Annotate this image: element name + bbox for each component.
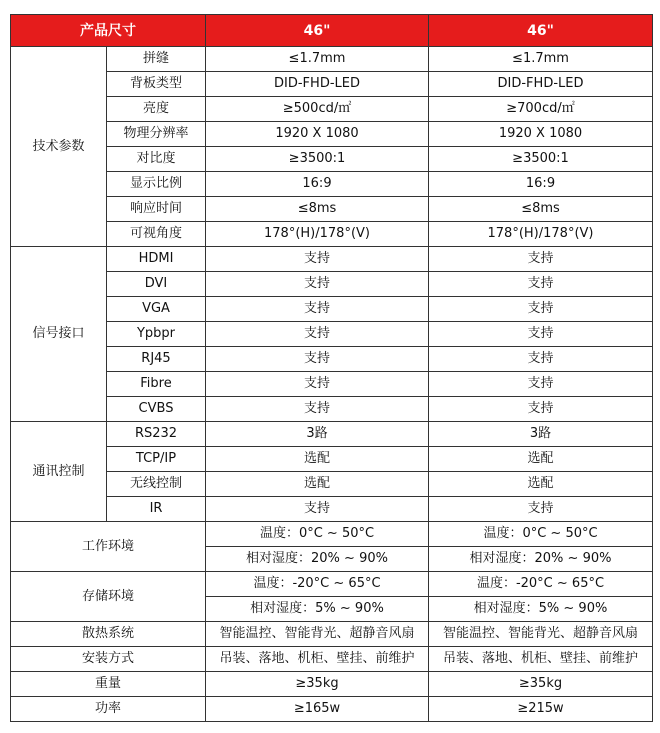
param-label: 安装方式: [11, 647, 206, 672]
spec-body: [11, 47, 653, 722]
group-label: 通讯控制: [11, 422, 107, 522]
value-model-1: 支持: [206, 322, 429, 347]
table-row: [11, 172, 653, 197]
value-model-2: 支持: [429, 322, 653, 347]
param-label: 物理分辨率: [107, 122, 206, 147]
value-model-2: ≥215w: [429, 697, 653, 722]
value-model-2: 温度：0°C ~ 50°C: [429, 522, 653, 547]
param-label: 显示比例: [107, 172, 206, 197]
value-model-1: 支持: [206, 372, 429, 397]
param-label: 响应时间: [107, 197, 206, 222]
param-label: Ypbpr: [107, 322, 206, 347]
table-row: [11, 322, 653, 347]
value-model-1: 相对湿度：5% ~ 90%: [206, 597, 429, 622]
value-model-2: ≥3500:1: [429, 147, 653, 172]
value-model-1: 178°(H)/178°(V): [206, 222, 429, 247]
table-row: [11, 497, 653, 522]
environment-label: 工作环境: [11, 522, 206, 572]
table-row: [11, 372, 653, 397]
value-model-1: 1920 X 1080: [206, 122, 429, 147]
value-model-2: 温度：-20°C ~ 65°C: [429, 572, 653, 597]
param-label: 重量: [11, 672, 206, 697]
param-label: 散热系统: [11, 622, 206, 647]
value-model-1: 支持: [206, 247, 429, 272]
value-model-2: 支持: [429, 347, 653, 372]
param-label: TCP/IP: [107, 447, 206, 472]
param-label: 拼缝: [107, 47, 206, 72]
value-model-1: 支持: [206, 297, 429, 322]
value-model-2: 支持: [429, 397, 653, 422]
table-row: [11, 622, 653, 647]
value-model-1: ≤1.7mm: [206, 47, 429, 72]
value-model-2: 支持: [429, 272, 653, 297]
table-row: [11, 247, 653, 272]
table-row: [11, 272, 653, 297]
table-row: [11, 47, 653, 72]
value-model-1: 16:9: [206, 172, 429, 197]
param-label: 背板类型: [107, 72, 206, 97]
table-row: [11, 647, 653, 672]
value-model-2: 智能温控、智能背光、超静音风扇: [429, 622, 653, 647]
table-row: [11, 472, 653, 497]
table-row: [11, 572, 653, 597]
value-model-2: ≥700cd/㎡: [429, 97, 653, 122]
value-model-2: 选配: [429, 447, 653, 472]
value-model-1: 选配: [206, 447, 429, 472]
value-model-2: 相对湿度：20% ~ 90%: [429, 547, 653, 572]
value-model-1: 吊装、落地、机柜、壁挂、前维护: [206, 647, 429, 672]
value-model-2: 支持: [429, 247, 653, 272]
value-model-2: 178°(H)/178°(V): [429, 222, 653, 247]
param-label: Fibre: [107, 372, 206, 397]
table-row: [11, 397, 653, 422]
value-model-1: ≥3500:1: [206, 147, 429, 172]
param-label: 无线控制: [107, 472, 206, 497]
value-model-2: ≥35kg: [429, 672, 653, 697]
table-row: [11, 122, 653, 147]
param-label: 功率: [11, 697, 206, 722]
value-model-2: 选配: [429, 472, 653, 497]
value-model-2: DID-FHD-LED: [429, 72, 653, 97]
table-row: [11, 447, 653, 472]
value-model-1: 温度：0°C ~ 50°C: [206, 522, 429, 547]
table-row: [11, 97, 653, 122]
header-model-2: 46": [429, 15, 653, 47]
header-model-1: 46": [206, 15, 429, 47]
value-model-1: ≥165w: [206, 697, 429, 722]
value-model-1: ≥35kg: [206, 672, 429, 697]
table-row: [11, 422, 653, 447]
param-label: 可视角度: [107, 222, 206, 247]
value-model-1: 支持: [206, 347, 429, 372]
table-row: [11, 697, 653, 722]
value-model-1: 支持: [206, 397, 429, 422]
value-model-2: 吊装、落地、机柜、壁挂、前维护: [429, 647, 653, 672]
table-row: [11, 297, 653, 322]
table-row: [11, 522, 653, 547]
environment-label: 存储环境: [11, 572, 206, 622]
group-label: 技术参数: [11, 47, 107, 247]
value-model-2: 相对湿度：5% ~ 90%: [429, 597, 653, 622]
value-model-1: 智能温控、智能背光、超静音风扇: [206, 622, 429, 647]
value-model-2: 3路: [429, 422, 653, 447]
param-label: RS232: [107, 422, 206, 447]
value-model-1: DID-FHD-LED: [206, 72, 429, 97]
value-model-2: 支持: [429, 497, 653, 522]
header-label: 产品尺寸: [11, 15, 206, 47]
param-label: RJ45: [107, 347, 206, 372]
table-row: [11, 147, 653, 172]
value-model-2: 支持: [429, 372, 653, 397]
group-label: 信号接口: [11, 247, 107, 422]
value-model-2: ≤1.7mm: [429, 47, 653, 72]
value-model-1: 支持: [206, 272, 429, 297]
spec-table: [10, 14, 653, 722]
value-model-1: 支持: [206, 497, 429, 522]
table-row: [11, 72, 653, 97]
value-model-1: ≤8ms: [206, 197, 429, 222]
param-label: VGA: [107, 297, 206, 322]
value-model-1: 3路: [206, 422, 429, 447]
value-model-1: ≥500cd/㎡: [206, 97, 429, 122]
table-row: [11, 222, 653, 247]
table-row: [11, 672, 653, 697]
param-label: IR: [107, 497, 206, 522]
table-row: [11, 347, 653, 372]
param-label: 亮度: [107, 97, 206, 122]
param-label: CVBS: [107, 397, 206, 422]
value-model-1: 温度：-20°C ~ 65°C: [206, 572, 429, 597]
value-model-2: 支持: [429, 297, 653, 322]
value-model-1: 相对湿度：20% ~ 90%: [206, 547, 429, 572]
value-model-2: 16:9: [429, 172, 653, 197]
header-row: [11, 15, 653, 47]
value-model-2: ≤8ms: [429, 197, 653, 222]
value-model-1: 选配: [206, 472, 429, 497]
table-row: [11, 197, 653, 222]
param-label: 对比度: [107, 147, 206, 172]
value-model-2: 1920 X 1080: [429, 122, 653, 147]
param-label: DVI: [107, 272, 206, 297]
param-label: HDMI: [107, 247, 206, 272]
